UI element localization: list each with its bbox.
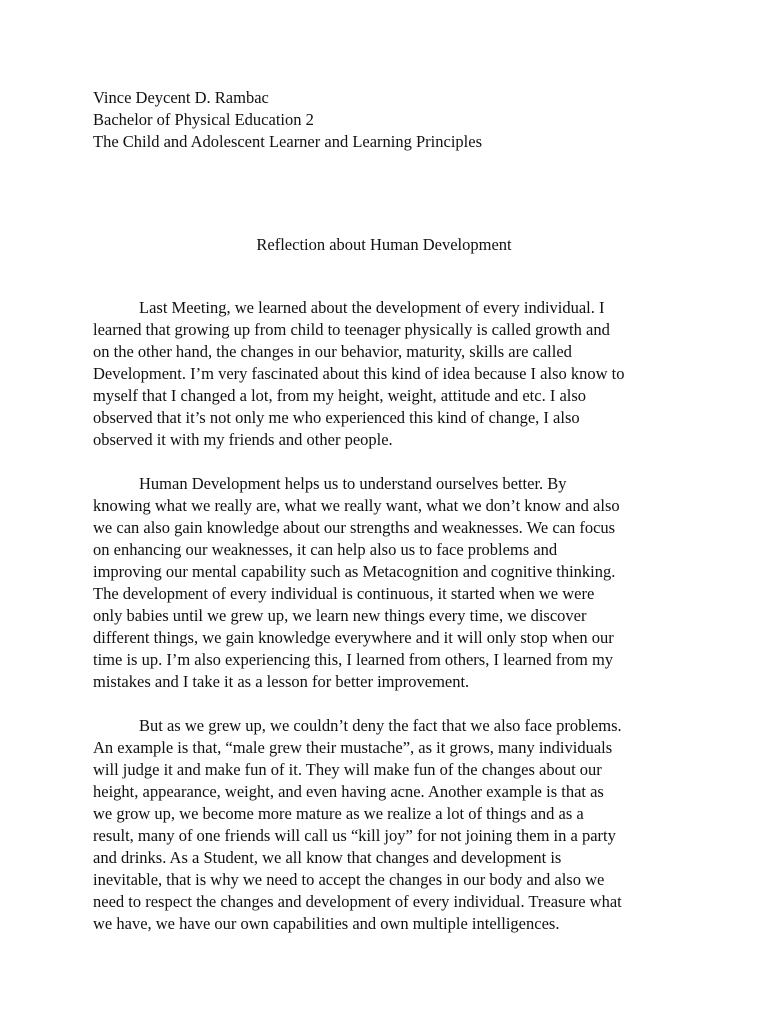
author-name: Vince Deycent D. Rambac	[93, 88, 269, 107]
paragraph-line: The development of every individual is continuous, it started when we were	[93, 584, 595, 603]
paragraph-line: we have, we have our own capabilities and own multiple intelligences.	[93, 914, 560, 933]
paragraph-line: time is up. I’m also experiencing this, I learned from others, I learned from my	[93, 650, 614, 669]
paragraph-line: myself that I changed a lot, from my height, weight, attitude and etc. I also	[93, 386, 587, 405]
paragraph-line: Last Meeting, we learned about the development of every individual. I	[139, 298, 605, 317]
paragraph-line: we can also gain knowledge about our strengths and weaknesses. We can focus	[93, 518, 616, 537]
paragraph-line: on the other hand, the changes in our behavior, maturity, skills are called	[93, 342, 572, 361]
paragraph-line: on enhancing our weaknesses, it can help also us to face problems and	[93, 540, 558, 559]
paragraph-line: and drinks. As a Student, we all know that changes and development is	[93, 848, 562, 867]
paragraph-line: observed it with my friends and other people.	[93, 430, 393, 449]
paragraph-3	[93, 715, 681, 935]
paragraph-line: But as we grew up, we couldn’t deny the fact that we also face problems.	[139, 716, 622, 735]
paragraph-2	[93, 473, 681, 693]
paragraph-line: inevitable, that is why we need to accept the changes in our body and also we	[93, 870, 605, 889]
program-name: Bachelor of Physical Education 2	[93, 110, 314, 129]
paragraph-line: result, many of one friends will call us “kill joy” for not joining them in a party	[93, 826, 616, 845]
paragraph-1	[93, 297, 681, 451]
course-name: The Child and Adolescent Learner and Learning Principles	[93, 132, 482, 151]
paragraph-line: learned that growing up from child to teenager physically is called growth and	[93, 320, 610, 339]
paragraph-line: observed that it’s not only me who experienced this kind of change, I also	[93, 408, 580, 427]
paragraph-line: knowing what we really are, what we really want, what we don’t know and also	[93, 496, 620, 515]
paragraph-line: only babies until we grew up, we learn new things every time, we discover	[93, 606, 587, 625]
paragraph-line: improving our mental capability such as Metacognition and cognitive thinking.	[93, 562, 616, 581]
paragraph-line: different things, we gain knowledge everywhere and it will only stop when our	[93, 628, 614, 647]
document-body	[93, 297, 681, 957]
paragraph-line: will judge it and make fun of it. They will make fun of the changes about our	[93, 760, 602, 779]
document-header	[93, 87, 482, 153]
document-title: Reflection about Human Development	[256, 235, 512, 254]
paragraph-line: height, appearance, weight, and even having acne. Another example is that as	[93, 782, 604, 801]
paragraph-line: An example is that, “male grew their mustache”, as it grows, many individuals	[93, 738, 613, 757]
paragraph-line: need to respect the changes and development of every individual. Treasure what	[93, 892, 622, 911]
paragraph-line: mistakes and I take it as a lesson for better improvement.	[93, 672, 470, 691]
paragraph-line: Human Development helps us to understand ourselves better. By	[139, 474, 567, 493]
paragraph-line: Development. I’m very fascinated about this kind of idea because I also know to	[93, 364, 625, 383]
paragraph-line: we grow up, we become more mature as we realize a lot of things and as a	[93, 804, 584, 823]
